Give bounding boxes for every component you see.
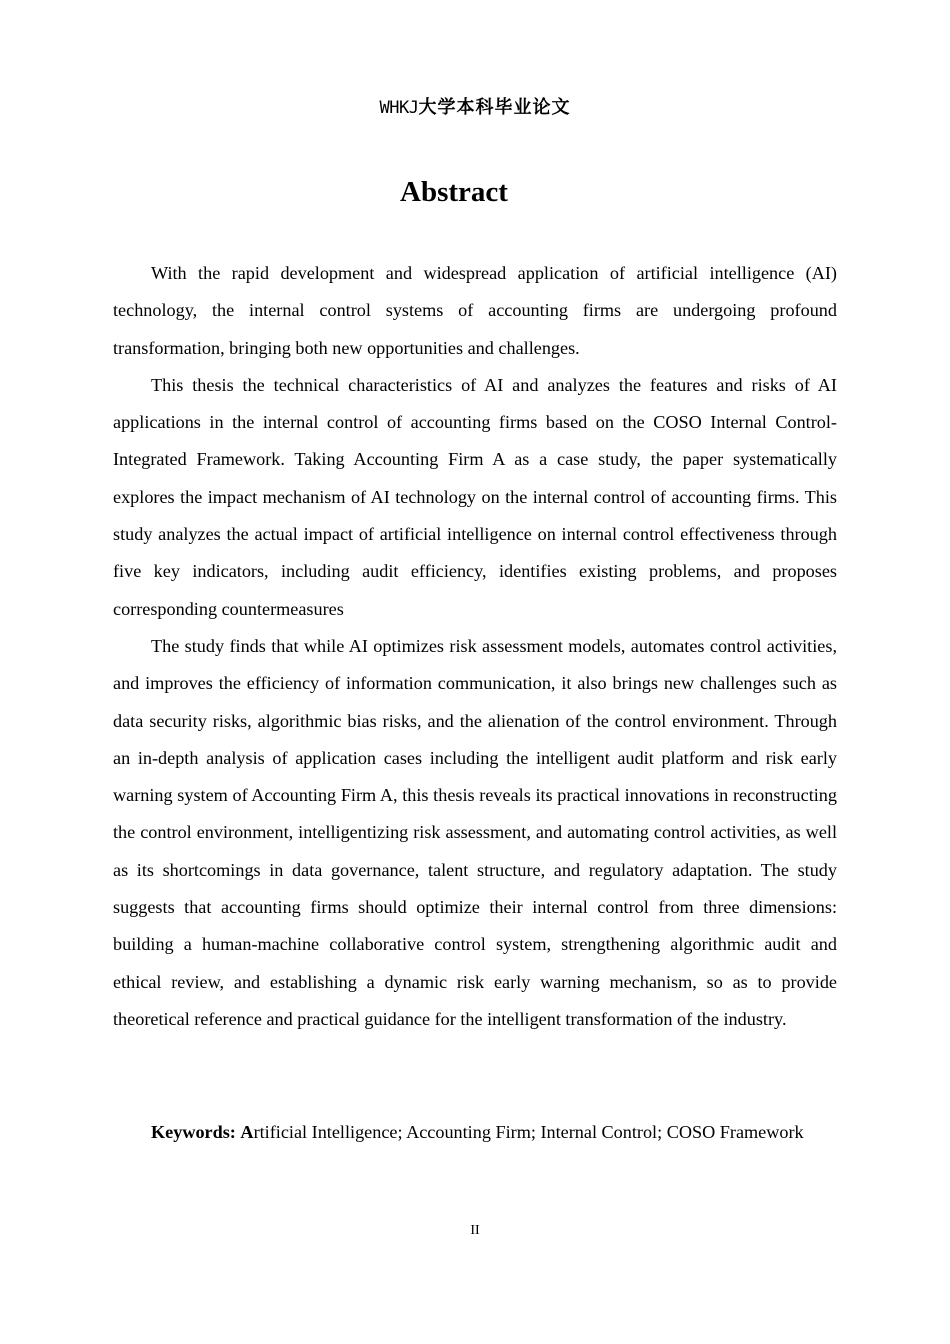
- keywords-list: rtificial Intelligence; Accounting Firm; Internal Control; COSO Framework: [253, 1122, 804, 1142]
- abstract-paragraph-3: The study finds that while AI optimizes risk assessment models, automates control activities, and improves the efficiency of information communication, it also brings new challenges such as data security risks, algorithmic bias risks, and the alienation of the control environment. Through an in-depth analysis of application cases including the intelligent audit platform and risk early warning system of Accounting Firm A, this thesis reveals its practical innovations in reconstructing the control environment, intelligentizing risk assessment, and automating control activities, as well as its shortcomings in data governance, talent structure, and regulatory adaptation. The study suggests that accounting firms should optimize their internal control from three dimensions: building a human-machine collaborative control system, strengthening algorithmic audit and ethical review, and establishing a dynamic risk early warning mechanism, so as to provide theoretical reference and practical guidance for the intelligent transformation of the industry.: [113, 635, 837, 1029]
- abstract-body: [113, 255, 837, 1038]
- page-title: Abstract: [400, 176, 508, 208]
- keywords-first-letter: A: [240, 1122, 254, 1142]
- abstract-paragraph-2: This thesis the technical characteristics of AI and analyzes the features and risks of AI applications in the internal control of accounting firms based on the COSO Internal Control-Integrated Framework. Taking Accounting Firm A as a case study, the paper systematically explores the impact mechanism of AI technology on the internal control of accounting firms. This study analyzes the actual impact of artificial intelligence on internal control effectiveness through five key indicators, including audit efficiency, identifies existing problems, and proposes corresponding countermeasures: [113, 374, 837, 619]
- running-header-title: 大学本科毕业论文: [418, 97, 571, 118]
- abstract-paragraph-1: With the rapid development and widespread application of artificial intelligence (AI) technology, the internal control systems of accounting firms are undergoing profound transformation, bringing both new opportunities and challenges.: [113, 263, 837, 358]
- keywords-label: Keywords:: [151, 1122, 236, 1142]
- page-number: II: [470, 1223, 480, 1238]
- running-header: [0, 96, 950, 120]
- running-header-latin: WHKJ: [379, 98, 419, 118]
- keywords-line: [113, 1114, 837, 1151]
